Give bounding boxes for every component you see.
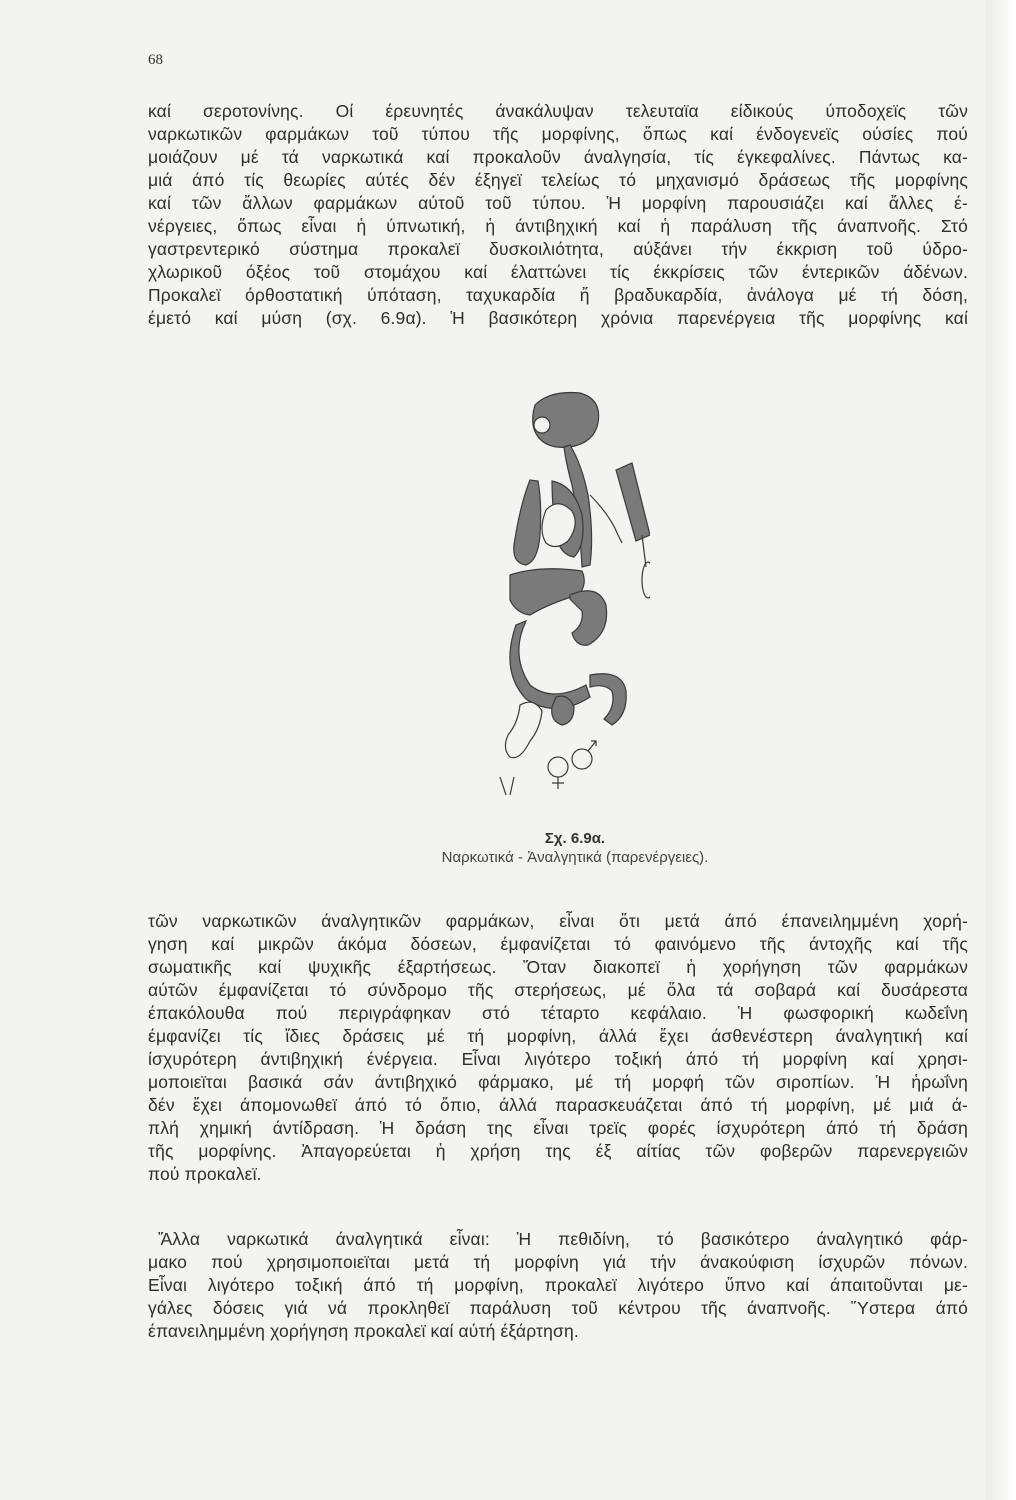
text-line: Προκαλεϊ όρθοστατική ύπόταση, ταχυκαρδία ἤ βραδυκαρδία, ἀνάλογα μέ τή δόση, [148, 285, 968, 305]
text-line: καί σεροτονίνης. Οί έρευνητές άνακάλυψαν τελευταϊα είδικούς ύποδοχεϊς τῶν [148, 101, 968, 121]
paragraph-3 [148, 1228, 968, 1343]
text-line: χλωρικοῦ όξέος τοῦ στομάχου καί έλαττώνει τίς έκκρίσεις τῶν έντερικῶν άδένων. [148, 262, 968, 282]
text-line: ίσχυρότερη άντιβηχική ένέργεια. Εἶναι λιγότερο τοξική άπό τή μορφίνη καί χρησι- [148, 1049, 968, 1069]
figure-title: Σχ. 6.9α. [544, 830, 606, 847]
text-line: σωματικῆς καί ψυχικῆς έξαρτήσεως. Ὅταν διακοπεϊ ἡ χορήγηση τῶν φαρμάκων [148, 957, 968, 977]
eye-shape [534, 417, 550, 433]
text-line: τῶν ναρκωτικῶν άναλγητικῶν φαρμάκων, εἶναι ὅτι μετά άπό έπανειλημμένη χορή- [148, 911, 968, 931]
text-line: έμφανίζει τίς ἴδιες δράσεις μέ τή μορφίνη, άλλά ἔχει άσθενέστερη άναλγητική καί [148, 1026, 968, 1046]
text-line: νέργειες, ὅπως εἶναι ἡ ύπνωτική, ἡ άντιβηχική καί ἡ παράλυση τῆς άναπνοῆς. Στό [148, 216, 968, 236]
text-line: καί τῶν ἄλλων φαρμάκων αύτοῦ τοῦ τύπου. Ἡ μορφίνη παρουσιάζει καί ἄλλες έ- [148, 193, 968, 213]
text-line: ναρκωτικῶν φαρμάκων τοῦ τύπου τῆς μορφίνης, ὅπως καί ένδογενεϊς ούσίες πού [148, 124, 968, 144]
text-line: τῆς μορφίνης. Ἀπαγορεύεται ἡ χρήση της έξ αίτίας τῶν φοβερῶν παρενεργειῶν [148, 1141, 968, 1161]
stomach-shape [570, 591, 607, 645]
lung-left-shape [514, 480, 541, 565]
anatomy-figure [490, 385, 650, 805]
text-line: δέν ἔχει άπομονωθεϊ άπό τό ὄπιο, άλλά παρασκευάζεται άπό τή μορφίνη, μέ μιά ά- [148, 1095, 968, 1115]
text-line: πλή χημική άντίδραση. Ἡ δράση της εἶναι τρεϊς φορές ίσχυρότερη άπό τή δράση [148, 1118, 968, 1138]
figure-caption [380, 830, 770, 866]
figure-subtitle: Ναρκωτικά - Ἀναλγητικά (παρενέργειες). [441, 849, 709, 866]
text-line: αύτῶν έμφανίζεται τό σύνδρομο τῆς στερήσεως, μέ ὅλα τά σοβαρά καί δυσάρεστα [148, 980, 968, 1000]
paragraph-2 [148, 910, 968, 1186]
text-line: έπανειλημμένη χορήγηση προκαλεϊ καί αύτή έξάρτηση. [148, 1321, 579, 1341]
body-organs-illustration [490, 385, 650, 805]
text-line: πού προκαλεϊ. [148, 1164, 262, 1184]
page-edge-shadow [986, 0, 1016, 1500]
text-line: μοποιεϊται βασικά σάν άντιβηχικό φάρμακο, μέ τή μορφή τῶν σιροπίων. Ἡ ἡρωΐνη [148, 1072, 968, 1092]
text-line: Εἶναι λιγότερο τοξική άπό τή μορφίνη, προκαλεϊ λιγότερο ὕπνο καί άπαιτοῦνται με- [148, 1275, 968, 1295]
arm-muscle-shape [616, 463, 650, 541]
bladder-shape [552, 696, 574, 725]
liver-shape [510, 569, 584, 615]
text-line: γηση καί μικρῶν άκόμα δόσεων, έμφανίζεται τό φαινόμενο τῆς άντοχῆς καί τῆς [148, 934, 968, 954]
text-line: γάλες δόσεις γιά νά προκληθεϊ παράλυση τοῦ κέντρου τῆς άναπνοῆς. Ὕστερα άπό [148, 1298, 968, 1318]
text-line: γαστρεντερικό σύστημα προκαλεϊ δυσκοιλιότητα, αύξάνει τήν έκκριση τοῦ ύδρο- [148, 239, 968, 259]
text-line: μιά άπό τίς θεωρίες αύτές δέν έξηγεϊ τελείως τό μηχανισμό δράσεως τῆς μορφίνης [148, 170, 968, 190]
text-line: μακο πού χρησιμοποιεϊται μετά τή μορφίνη γιά τήν άνακούφιση ίσχυρῶν πόνων. [148, 1252, 968, 1272]
colon-shape [590, 674, 626, 725]
text-line: Ἄλλα ναρκωτικά άναλγητικά εἶναι: Ἡ πεθιδίνη, τό βασικότερο άναλγητικό φάρ- [158, 1229, 968, 1249]
text-line: έπακόλουθα πού περιγράφηκαν στό τέταρτο κεφάλαιο. Ἡ φωσφορική κωδεΐνη [148, 1003, 968, 1023]
leg-bone-shape [505, 702, 542, 758]
text-line: έμετό καί μύση (σχ. 6.9α). Ἡ βασικότερη χρόνια παρενέργεια τῆς μορφίνης καί [148, 308, 968, 328]
text-line: μοιάζουν μέ τά ναρκωτικά καί προκαλοῦν άναλγησία, τίς έγκεφαλίνες. Πάντως κα- [148, 147, 968, 167]
paragraph-1 [148, 100, 968, 330]
page-number: 68 [148, 52, 163, 68]
